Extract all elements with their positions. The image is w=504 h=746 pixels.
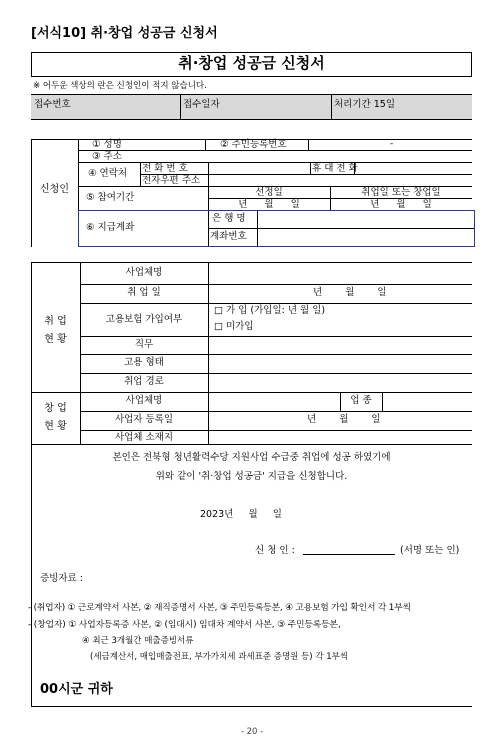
signature-line[interactable] <box>303 554 395 555</box>
statement-line-2: 위와 같이 '취·창업 성공금' 지급을 신청합니다. <box>155 471 348 482</box>
insurance-enrolled-option[interactable]: □ 가 입 (가입일: 년 월 일) <box>214 305 326 316</box>
employment-date-label: 취업일 또는 창업일 <box>361 187 441 198</box>
account-number-label: 계좌번호 <box>210 231 247 242</box>
selection-date-value: 년 월 일 <box>238 199 300 210</box>
receipt-date-label: 접수일자 <box>183 99 220 110</box>
form-number-label: [서식10] 취·창업 성공금 신청서 <box>31 26 218 41</box>
startup-company-label: 사업체명 <box>125 395 163 406</box>
name-label: ① 성명 <box>92 139 122 150</box>
employment-company-label: 사업체명 <box>125 267 163 278</box>
rrn-label: ② 주민등록번호 <box>220 139 287 150</box>
industry-label: 업 종 <box>350 395 372 406</box>
evidence-startup-sales: ④ 최근 3개월간 매출증빙서류 <box>82 636 194 646</box>
duty-label: 직무 <box>134 339 154 350</box>
email-label: 전자우편 주소 <box>142 175 201 186</box>
startup-section-label: 창 업 현 황 <box>44 403 67 432</box>
insurance-not-enrolled-option[interactable]: □ 미가입 <box>214 321 254 332</box>
statement-area <box>31 445 472 707</box>
application-date: 2023년 월 일 <box>200 509 282 520</box>
insurance-label: 고용보험 가입여부 <box>105 314 183 325</box>
contact-label: ④ 연락처 <box>88 168 128 179</box>
receipt-number-label: 접수번호 <box>34 99 71 110</box>
business-reg-date-label: 사업자 등록일 <box>114 414 174 425</box>
processing-period-label: 처리기간 15일 <box>334 99 395 110</box>
rrn-value: - <box>390 139 394 149</box>
addressee: 00시군 귀하 <box>40 682 113 697</box>
employment-date-label: 취 업 일 <box>127 287 161 298</box>
signature-note: (서명 또는 인) <box>400 545 460 556</box>
page-number: - 20 - <box>240 727 264 737</box>
employment-date-value: 년 월 일 <box>313 287 387 298</box>
mobile-label: 휴 대 전 화 <box>312 163 358 174</box>
evidence-employed: - (취업자) ① 근로계약서 사본, ② 재직증명서 사본, ③ 주민등록등본, ④ 고용보험 가입 확인서 각 1부씩 <box>28 603 411 613</box>
bank-name-label: 은 행 명 <box>212 213 246 224</box>
evidence-startup-docs: (세금계산서, 매입매출전표, 부가가치세 과세표준 증명원 등) 각 1부씩 <box>90 652 349 662</box>
evidence-startup: - (창업자) ① 사업자등록증 사본, ② (임대시) 임대차 계약서 사본, ③ 주민등록등본, <box>28 620 341 630</box>
account-label: ⑥ 지급계좌 <box>86 222 135 233</box>
participation-period-label: ⑤ 참여기간 <box>86 192 135 203</box>
applicant-section-label: 신청인 <box>40 184 69 195</box>
signer-label: 신 청 인 : <box>255 545 295 556</box>
receipt-row <box>31 94 472 120</box>
shading-note: ※ 어두운 색상의 란은 신청인이 적지 않습니다. <box>33 81 207 91</box>
employment-date-value: 년 월 일 <box>370 199 432 210</box>
business-location-label: 사업체 소재지 <box>114 432 174 443</box>
address-label: ③ 주소 <box>92 151 122 162</box>
employment-path-label: 취업 경로 <box>124 376 164 387</box>
evidence-label: 증빙자료 : <box>40 573 83 584</box>
employment-type-label: 고용 형태 <box>124 357 164 368</box>
phone-label: 전 화 번 호 <box>142 163 188 174</box>
statement-line-1: 본인은 전북형 청년활력수당 지원사업 수급중 취업에 성공 하였기에 <box>112 452 391 463</box>
employment-section-label: 취 업 현 황 <box>44 316 67 345</box>
selection-date-label: 선정일 <box>255 187 283 198</box>
page-title: 취·창업 성공금 신청서 <box>178 54 325 72</box>
business-reg-date-value: 년 월 일 <box>307 414 381 425</box>
